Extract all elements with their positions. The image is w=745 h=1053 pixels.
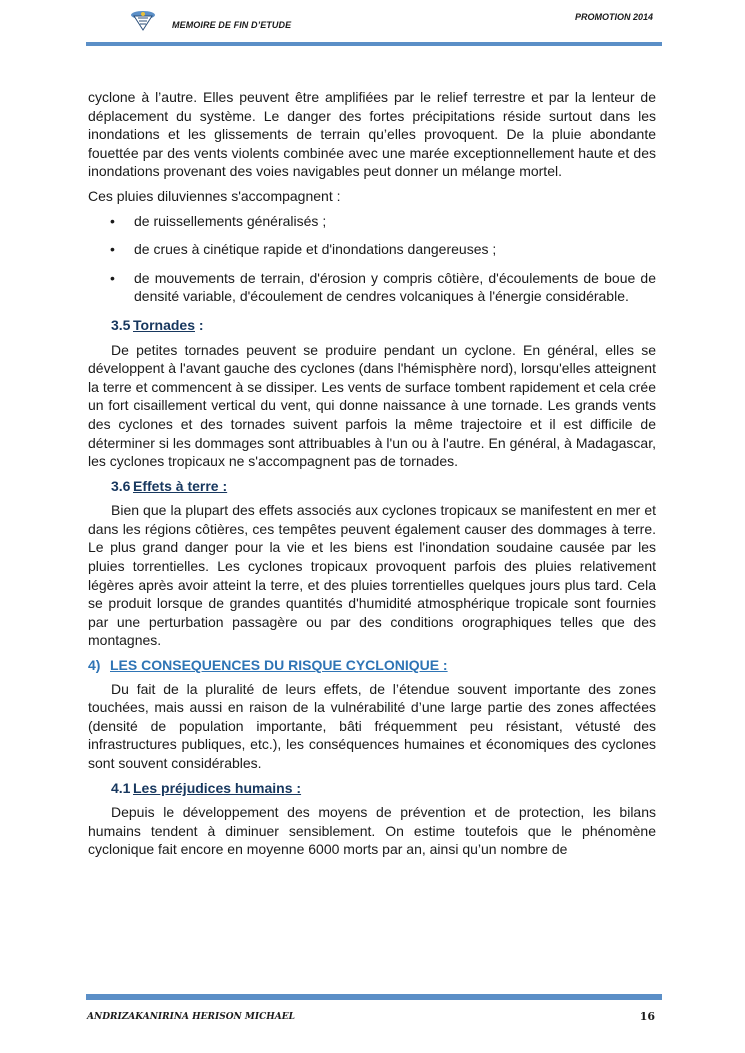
list-item: • de mouvements de terrain, d'érosion y compris côtière, d'écoulements de boue de densité variable, d'écoulement de cendres volcaniques à l'énergie considérable. xyxy=(88,269,656,306)
university-logo-icon xyxy=(128,8,158,32)
paragraph: De petites tornades peuvent se produire pendant un cyclone. En général, elles se développent à l'avant gauche des cyclones (dans l'hémisphère nord), lorsqu'elles atteignent la terre et commencent à se dissiper. Les vents de surface tombent rapidement et cela crée un fort cisaillement vertical du vent, qui donne naissance à une tornade. Les grands vents des cyclones et des tornades suivent parfois la même trajectoire et il est difficile de déterminer si les dommages sont attribuables à l'un ou à l'autre. En général, à Madagascar, les cyclones tropicaux ne s'accompagnent pas de tornades. xyxy=(88,341,656,470)
paragraph: Du fait de la pluralité de leurs effets, de l’étendue souvent importante des zones touchées, mais aussi en raison de la vulnérabilité d’une large partie des zones affectées (densité de population importante, bâti fréquemment peu résistant, vétusté des infrastructures publiques, etc.), les conséquences humaines et économiques des cyclones sont souvent considérables. xyxy=(88,680,656,771)
subheading-title: Effets à terre : xyxy=(133,477,228,494)
document-body xyxy=(88,88,656,865)
section-heading-4 xyxy=(88,656,656,675)
subheading-3-5 xyxy=(111,316,656,335)
subheading-number: 4.1 xyxy=(111,779,131,796)
subheading-title: Tornades xyxy=(133,316,195,333)
subheading-suffix: : xyxy=(194,316,204,333)
list-item: • de crues à cinétique rapide et d'inondations dangereuses ; xyxy=(88,240,656,259)
subheading-3-6 xyxy=(111,477,656,496)
paragraph: Ces pluies diluviennes s'accompagnent : xyxy=(88,187,341,204)
subheading-4-1 xyxy=(111,779,656,798)
footer-author: ANDRIZAKANIRINA HERISON MICHAEL xyxy=(87,1012,295,1022)
subheading-title: Les préjudices humains : xyxy=(133,779,302,796)
section-title: LES CONSEQUENCES DU RISQUE CYCLONIQUE : xyxy=(110,657,448,674)
header-title: MEMOIRE DE FIN D’ETUDE xyxy=(172,20,292,30)
paragraph: cyclone à l’autre. Elles peuvent être amplifiées par le relief terrestre et par la lenteur de déplacement du système. Le danger des fortes précipitations réside surtout dans les inondations et les glissements de terrain qu’elles provoquent. De la pluie abondante fouettée par des vents violents combinée avec une marée exceptionnellement haute et des inondations provenant des voies navigables peut donner un mélange mortel. xyxy=(88,89,656,180)
section-number: 4) xyxy=(88,657,101,674)
header-rule xyxy=(86,42,662,46)
list-item: • de ruissellements généralisés ; xyxy=(88,212,656,231)
bullet-list xyxy=(88,212,656,306)
paragraph: Bien que la plupart des effets associés aux cyclones tropicaux se manifestent en mer et dans les régions côtières, ces tempêtes peuvent également causer des dommages à terre. Le plus grand danger pour la vie et les biens est l'inondation soudaine causée par les pluies torrentielles. Les cyclones tropicaux provoquent parfois des pluies relativement légères après avoir atteint la terre, et des pluies torrentielles quelques jours plus tard. Cela se produit lorsque de grandes quantités d'humidité atmosphérique tropicale sont fournies par une perturbation passagère ou par des conditions orographiques telles que des montagnes. xyxy=(88,502,656,649)
page-header xyxy=(0,0,745,50)
footer-rule xyxy=(86,994,662,1000)
subheading-number: 3.6 xyxy=(111,477,131,494)
subheading-number: 3.5 xyxy=(111,316,131,333)
header-promotion: PROMOTION 2014 xyxy=(574,12,653,22)
paragraph: Depuis le développement des moyens de prévention et de protection, les bilans humains tendent à diminuer sensiblement. On estime toutefois que le phénomène cyclonique fait encore en moyenne 6000 morts par an, ainsi qu’un nombre de xyxy=(88,804,656,858)
page-number: 16 xyxy=(639,1010,655,1023)
